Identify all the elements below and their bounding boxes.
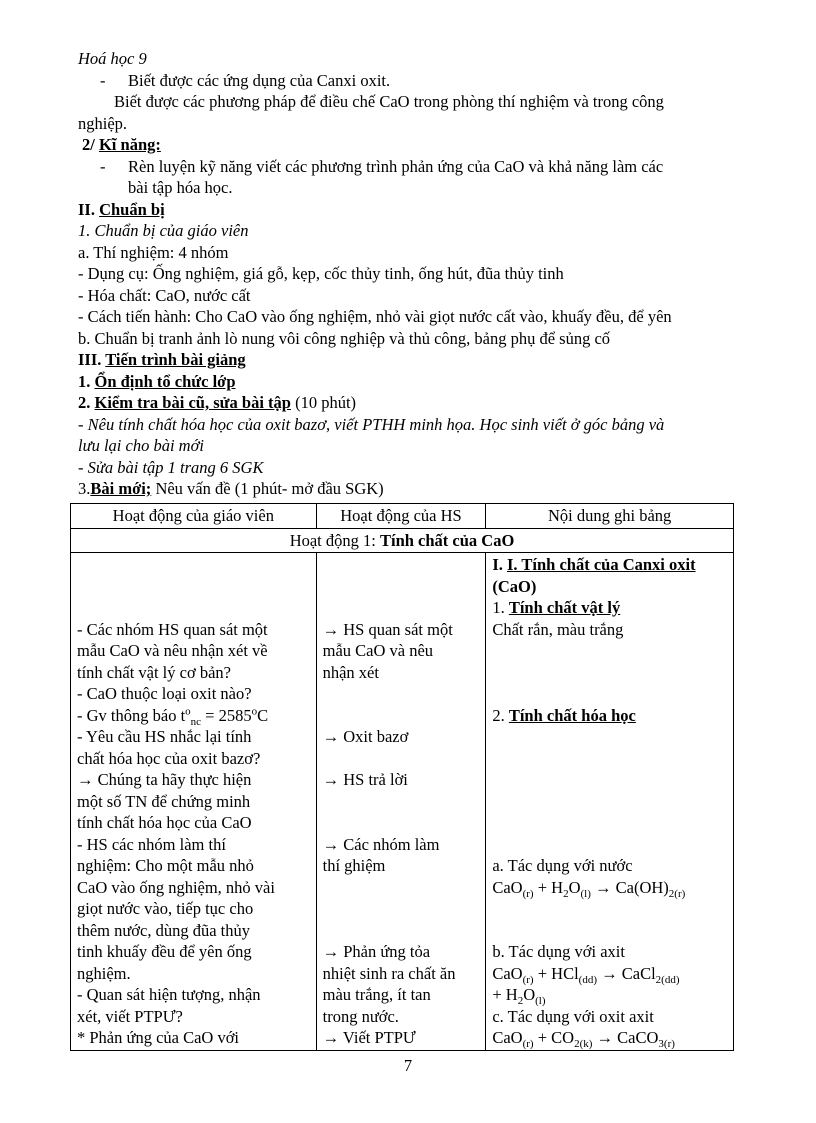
section-3-title: Bài mới; (90, 479, 152, 498)
content-c-title: c. Tác dụng với oxit axit (492, 1006, 654, 1026)
header-student: Hoạt động của HS (316, 504, 486, 529)
section-3-heading (78, 478, 743, 500)
skills-bullet-line-1: Rèn luyện kỹ năng viết các phương trình phản ứng của CaO và khả năng làm các (128, 156, 664, 176)
content-blank (492, 640, 727, 662)
prep-line: b. Chuẩn bị tranh ảnh lò nung vôi công nghiệp và thủ công, bảng phụ để sủng cố (78, 328, 611, 348)
content-blank (492, 662, 727, 684)
teacher-line: → Chúng ta hãy thực hiện (77, 770, 252, 789)
student-line (323, 748, 480, 770)
paragraph-line: Biết được các phương pháp để điều chế CaO trong phòng thí nghiệm và trong công (114, 92, 664, 111)
student-line: → HS quan sát một (322, 619, 453, 639)
lesson-table (70, 503, 734, 1051)
section-2-line: - Sửa bài tập 1 trang 6 SGK (78, 457, 264, 477)
section-2-time: (10 phút) (295, 393, 357, 412)
teacher-line: - Quan sát hiện tượng, nhận (77, 985, 261, 1004)
teacher-line: một số TN để chứng minh (77, 791, 251, 811)
activity-title: Tính chất của CaO (379, 530, 515, 550)
content-sub1 (492, 597, 727, 619)
teacher-column (71, 553, 317, 1051)
content-blank (492, 748, 727, 770)
content-b-title: b. Tác dụng với axit (492, 942, 625, 961)
teacher-line: - Các nhóm HS quan sát một (77, 619, 268, 639)
prep-line: - Hóa chất: CaO, nước cất (78, 285, 251, 305)
teacher-line (77, 554, 310, 576)
section-1-num: 1. (78, 371, 91, 391)
equation-acid-oxide: $CaO_{(r)} + CO_{2(k)}$ → CaCO$_{3(r)}$ (492, 1028, 675, 1050)
skills-num: 2/ (82, 135, 95, 154)
content-sec1: I. I. Tính chất của Canxi oxit (492, 555, 696, 574)
section-2-num: 2. (78, 393, 91, 412)
content-sub2-num: 2. (492, 705, 509, 725)
content-sub2 (492, 705, 727, 727)
student-line: → Các nhóm làm (322, 834, 440, 854)
content-blank (492, 683, 727, 705)
section-2-title: Kiểm tra bài cũ, sửa bài tập (94, 393, 291, 412)
student-line: màu trắng, ít tan (322, 985, 431, 1004)
teacher-line: * Phản ứng của CaO với (77, 1028, 240, 1047)
content-blank (492, 726, 727, 748)
student-line (323, 554, 480, 576)
paragraph-line: nghiệp. (78, 113, 128, 133)
teacher-line: xét, viết PTPƯ? (77, 1006, 183, 1026)
section-1-title: Ổn định tổ chức lớp (94, 371, 236, 391)
prep-line: - Cách tiến hành: Cho CaO vào ống nghiệm, nhỏ vài giọt nước cất vào, khuấy đều, để yên (78, 307, 672, 326)
student-line: nhận xét (322, 662, 379, 682)
skills-title: Kĩ năng: (98, 135, 161, 154)
teacher-line-temp: - Gv thông báo $t^o_{nc} = 2585^oC$ (77, 705, 269, 728)
student-line (323, 597, 480, 619)
skills-heading (78, 134, 743, 156)
page-number: 7 (403, 1056, 413, 1075)
teacher-line: CaO vào ống nghiệm, nhỏ vài (77, 877, 275, 897)
content-sub2-title: Tính chất hóa học (508, 705, 636, 725)
teacher-line: tính chất hóa học của CaO (77, 813, 252, 832)
content-sub1-title: Tính chất vật lý (508, 598, 621, 617)
student-line (323, 898, 480, 920)
section-1-heading (78, 371, 743, 393)
teacher-line (77, 576, 310, 598)
student-line: → Phản ứng tỏa (322, 942, 431, 961)
bullet-text: Biết được các ứng dụng của Canxi oxit. (128, 70, 391, 90)
content-blank (492, 920, 727, 942)
progress-num: III. (78, 350, 102, 369)
student-line (323, 791, 480, 813)
teacher-line: nghiệm: Cho một mẫu nhỏ (77, 856, 254, 875)
progress-title: Tiến trình bài giảng (105, 350, 246, 369)
content-phys: Chất rắn, màu trắng (492, 619, 624, 639)
student-line: thí ghiệm (322, 856, 386, 875)
student-line (323, 683, 480, 705)
section-2-line: lưu lại cho bài mới (78, 436, 204, 455)
student-line (323, 920, 480, 942)
bullet-applications: - Biết được các ứng dụng của Canxi oxit. (100, 70, 391, 90)
teacher-line: - HS các nhóm làm thí (77, 834, 226, 854)
prep-line: - Dụng cụ: Ống nghiệm, giá gỗ, kẹp, cốc thủy tinh, ống hút, đũa thủy tinh (78, 264, 564, 283)
teacher-line: mẫu CaO và nêu nhận xét về (77, 641, 268, 660)
content-a-title: a. Tác dụng với nước (492, 856, 633, 875)
content-column (486, 553, 734, 1051)
equation-acid: CaO$_{(r)}$ + HCl$_{(dd)}$ → CaCl$_{2(dd)}$ (492, 963, 680, 986)
teacher-line: tinh khuấy đều để yên ống (77, 942, 252, 961)
content-blank (492, 834, 727, 856)
prep-line: a. Thí nghiệm: 4 nhóm (78, 242, 229, 262)
skills-bullet-line-2: bài tập hóa học. (128, 178, 233, 197)
student-line (323, 705, 480, 727)
student-line: → HS trả lời (322, 770, 408, 789)
prep-title: Chuẩn bị (99, 199, 165, 219)
student-line (323, 812, 480, 834)
subject-header: Hoá học 9 (78, 49, 147, 68)
prep-heading (78, 199, 743, 221)
header-content: Nội dung ghi bảng (486, 504, 734, 529)
teacher-line: giọt nước vào, tiếp tục cho (77, 899, 254, 918)
teacher-line: chất hóa học của oxit bazơ? (77, 748, 261, 768)
student-line (323, 576, 480, 598)
prep-subheading: 1. Chuẩn bị của giáo viên (78, 221, 249, 240)
content-sec1-cont: (CaO) (492, 576, 537, 596)
student-column (316, 553, 486, 1051)
teacher-line: nghiệm. (77, 963, 131, 983)
activity-row (71, 528, 734, 553)
content-sec1-title: I. Tính chất của Canxi oxit (507, 555, 696, 574)
content-blank (492, 812, 727, 834)
prep-num: II. (78, 199, 95, 219)
content-blank (492, 769, 727, 791)
section-2-heading (78, 392, 743, 414)
student-line: → Viết PTPƯ (322, 1028, 416, 1047)
teacher-line (77, 597, 310, 619)
equation-water: $CaO_{(r)} + H_2O_{(l)} \to Ca(OH)_{2(r)}$ (492, 877, 686, 900)
content-blank (492, 791, 727, 813)
student-line (323, 877, 480, 899)
section-2-line: - Nêu tính chất hóa học của oxit bazơ, viết PTHH minh họa. Học sinh viết ở góc bảng và (78, 414, 665, 434)
activity-prefix: Hoạt động 1: (289, 530, 380, 550)
activity-title-cell (71, 528, 734, 553)
progress-heading (78, 349, 743, 371)
skills-bullet: - Rèn luyện kỹ năng viết các phương trình phản ứng của CaO và khả năng làm các (100, 156, 664, 176)
student-line: → Oxit bazơ (322, 727, 409, 746)
content-blank (492, 898, 727, 920)
table-header-row (71, 504, 734, 529)
student-line: nhiệt sinh ra chất ăn (322, 963, 456, 983)
section-3-num: 3. (78, 479, 91, 498)
content-sub1-num: 1. (492, 598, 509, 617)
teacher-line: - Yêu cầu HS nhắc lại tính (77, 727, 252, 746)
header-teacher: Hoạt động của giáo viên (71, 504, 317, 529)
teacher-line: thêm nước, dùng đũa thủy (77, 920, 251, 940)
student-line: trong nước. (322, 1006, 399, 1026)
teacher-line: - CaO thuộc loại oxit nào? (77, 684, 252, 703)
equation-acid-cont: + $H_2O_{(l)}$ (492, 985, 546, 1007)
student-line: mẫu CaO và nêu (322, 641, 434, 660)
table-body-row (71, 553, 734, 1051)
section-3-rest: Nêu vấn đề (1 phút- mở đầu SGK) (151, 479, 384, 498)
teacher-line: tính chất vật lý cơ bản? (77, 662, 231, 682)
document-body (78, 48, 743, 500)
